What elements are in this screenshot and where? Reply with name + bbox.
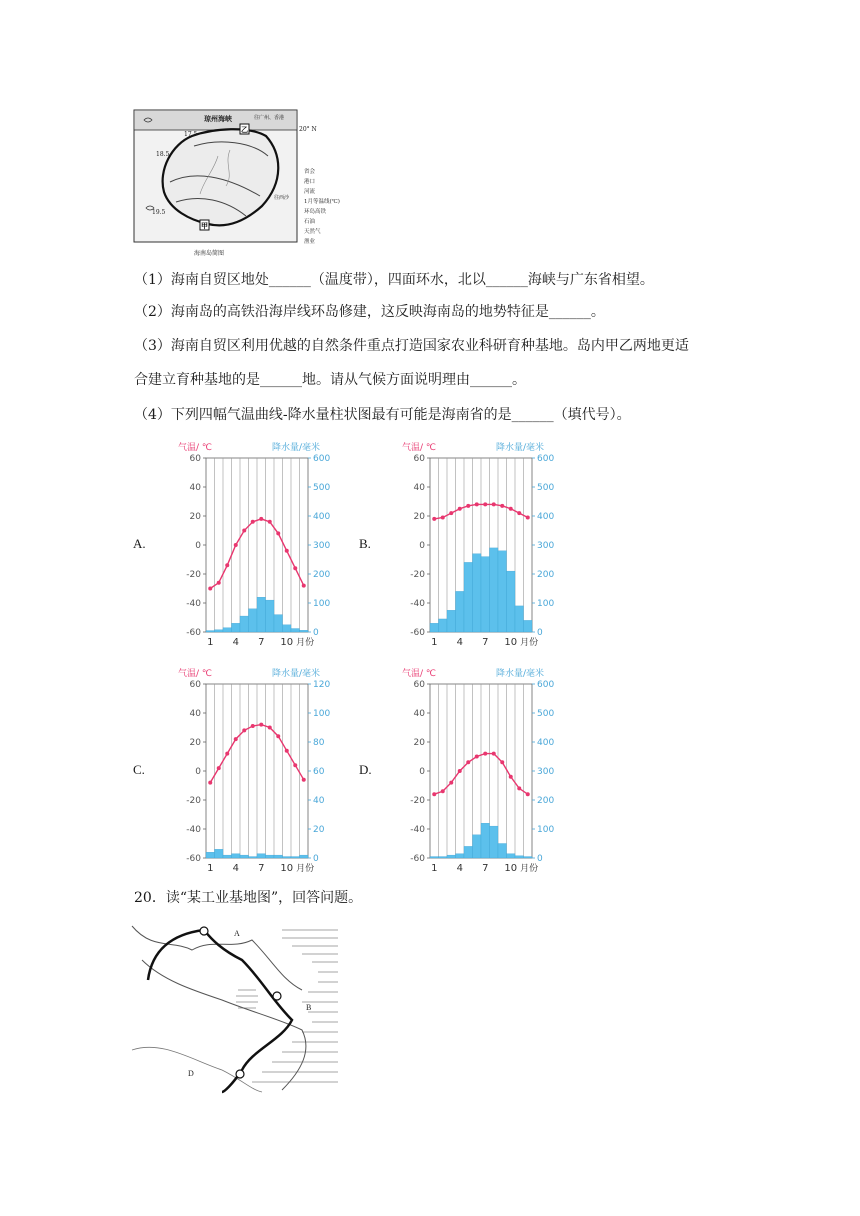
- temperature-point: [466, 504, 470, 508]
- tick-label-right: 0: [313, 854, 319, 864]
- precip-bar: [206, 631, 215, 632]
- tick-label-left: 0: [419, 541, 425, 551]
- temperature-point: [466, 760, 470, 764]
- legend-river: 河流: [304, 189, 316, 195]
- temperature-point: [483, 752, 487, 756]
- precip-bar: [490, 826, 499, 858]
- choice-b-label: B.: [359, 536, 371, 551]
- tick-label-right: 400: [313, 512, 331, 522]
- ylabel-right: 降水量/毫米: [496, 669, 545, 679]
- ylabel-left: 气温/ ℃: [178, 669, 213, 679]
- tick-label-right: 600: [537, 454, 555, 464]
- x-tick-label: 10: [504, 637, 518, 648]
- precip-bar: [232, 854, 241, 858]
- tick-label-right: 200: [537, 570, 555, 580]
- tick-label-left: 20: [189, 738, 201, 748]
- climate-chart-b: [392, 436, 582, 646]
- temperature-point: [217, 581, 221, 585]
- tick-label-right: 0: [537, 854, 543, 864]
- tick-label-right: 500: [537, 709, 555, 719]
- temperature-point: [500, 504, 504, 508]
- climate-chart-d: [392, 662, 582, 872]
- precip-bar: [473, 835, 482, 858]
- temperature-point: [432, 792, 436, 796]
- tick-label-left: 60: [413, 454, 425, 464]
- tick-label-left: -20: [410, 796, 425, 806]
- precip-bar: [464, 562, 473, 632]
- precip-bar: [249, 857, 258, 858]
- x-tick-label: 1: [207, 863, 214, 874]
- temperature-point: [293, 566, 297, 570]
- temperature-point: [242, 728, 246, 732]
- x-tick-label: 7: [258, 637, 265, 648]
- temperature-point: [441, 515, 445, 519]
- temperature-point: [475, 755, 479, 759]
- marker-yi: 乙: [241, 125, 248, 134]
- tick-label-left: 40: [189, 483, 201, 493]
- precip-bar: [456, 591, 465, 632]
- tick-label-left: 60: [189, 454, 201, 464]
- legend-fishery: 渔业: [304, 239, 316, 245]
- precip-bar: [430, 623, 439, 632]
- tick-label-right: 40: [313, 796, 325, 806]
- iso-label-3: 19.5: [152, 209, 166, 216]
- tick-label-left: 0: [195, 767, 201, 777]
- tick-label-right: 500: [313, 483, 331, 493]
- x-tick-label: 1: [431, 637, 438, 648]
- iso-label-1: 17.5: [184, 131, 198, 138]
- precip-bar: [498, 551, 507, 632]
- precip-bar: [473, 554, 482, 632]
- map-label-d: D: [188, 1069, 194, 1078]
- x-tick-label: 7: [258, 863, 265, 874]
- precip-bar: [498, 844, 507, 859]
- x-tick-label: 10: [504, 863, 518, 874]
- map-label-a: A: [234, 929, 240, 938]
- temperature-point: [251, 520, 255, 524]
- climate-chart-c: [168, 662, 358, 872]
- temperature-point: [259, 517, 263, 521]
- precip-bar: [274, 855, 283, 858]
- tick-label-right: 120: [313, 680, 331, 690]
- tick-label-left: 20: [189, 512, 201, 522]
- precip-bar: [274, 615, 283, 632]
- tick-label-right: 200: [537, 796, 555, 806]
- tick-label-left: 0: [419, 767, 425, 777]
- legend-railway: 环岛高铁: [304, 209, 327, 215]
- precip-bar: [515, 606, 524, 632]
- x-tick-label: 1: [207, 637, 214, 648]
- precip-bar: [507, 854, 516, 858]
- legend-isotherm: 1月等温线(℃): [304, 199, 340, 205]
- temperature-point: [208, 587, 212, 591]
- tick-label-left: -20: [186, 796, 201, 806]
- question-20: 20．读“某工业基地图”，回答问题。: [134, 890, 363, 906]
- precip-bar: [447, 610, 456, 632]
- temperature-point: [458, 769, 462, 773]
- precip-bar: [291, 857, 300, 858]
- precip-bar: [300, 855, 309, 858]
- ylabel-left: 气温/ ℃: [178, 443, 213, 453]
- precip-bar: [439, 857, 448, 858]
- temperature-point: [285, 749, 289, 753]
- temperature-point: [225, 563, 229, 567]
- precip-bar: [283, 857, 292, 858]
- tick-label-right: 300: [537, 767, 555, 777]
- temperature-point: [483, 502, 487, 506]
- temperature-point: [492, 752, 496, 756]
- x-tick-label: 4: [456, 863, 463, 874]
- x-tick-label: 4: [232, 863, 239, 874]
- temperature-point: [526, 792, 530, 796]
- temperature-point: [475, 502, 479, 506]
- x-tick-label: 4: [232, 637, 239, 648]
- tick-label-left: -40: [410, 599, 425, 609]
- temperature-point: [293, 763, 297, 767]
- temperature-point: [492, 502, 496, 506]
- precip-bar: [456, 854, 465, 858]
- tick-label-left: -20: [186, 570, 201, 580]
- temperature-point: [500, 760, 504, 764]
- precip-bar: [300, 630, 309, 632]
- x-tick-label: 4: [456, 637, 463, 648]
- x-tick-label: 10: [280, 863, 294, 874]
- hainan-map: [134, 110, 340, 258]
- precip-bar: [215, 630, 224, 632]
- precip-bar: [490, 548, 499, 632]
- tick-label-left: -40: [186, 599, 201, 609]
- precip-bar: [240, 855, 249, 858]
- x-tick-label: 7: [482, 863, 489, 874]
- tick-label-right: 100: [537, 825, 555, 835]
- temperature-point: [449, 511, 453, 515]
- temperature-point: [234, 737, 238, 741]
- temperature-point: [251, 724, 255, 728]
- precip-bar: [447, 855, 456, 858]
- precip-bar: [257, 597, 266, 632]
- ylabel-right: 降水量/毫米: [272, 443, 321, 453]
- temperature-point: [302, 584, 306, 588]
- iso-label-2: 18.5: [156, 151, 170, 158]
- precip-bar: [430, 857, 439, 858]
- precip-bar: [266, 855, 275, 858]
- tick-label-left: 60: [189, 680, 201, 690]
- precip-bar: [215, 849, 224, 858]
- tick-label-right: 400: [537, 512, 555, 522]
- temperature-point: [517, 511, 521, 515]
- temperature-point: [276, 531, 280, 535]
- temperature-point: [458, 507, 462, 511]
- strait-label: 琼州海峡: [204, 114, 232, 123]
- legend-gas: 天然气: [304, 229, 321, 235]
- tick-label-right: 100: [537, 599, 555, 609]
- temperature-point: [276, 734, 280, 738]
- tick-label-right: 100: [313, 709, 331, 719]
- tick-label-right: 600: [313, 454, 331, 464]
- tick-label-left: -60: [186, 628, 201, 638]
- question-3-line2: 合建立育种基地的是______地。请从气候方面说明理由______。: [134, 372, 526, 388]
- question-1: （1）海南自贸区地处______（温度带），四面环水，北以______海峡与广东省相望。: [134, 272, 654, 288]
- temperature-point: [242, 529, 246, 533]
- tick-label-left: 20: [413, 738, 425, 748]
- tick-label-right: 200: [313, 570, 331, 580]
- precip-bar: [283, 625, 292, 632]
- precip-bar: [249, 609, 258, 632]
- x-tick-label: 10: [280, 637, 294, 648]
- legend-oil: 石油: [304, 219, 316, 225]
- tick-label-left: -20: [410, 570, 425, 580]
- temperature-point: [208, 781, 212, 785]
- xlabel: 月份: [296, 638, 315, 648]
- tick-label-right: 0: [537, 628, 543, 638]
- guangzhou-label: 往广州、香港: [254, 115, 285, 121]
- precip-bar: [266, 600, 275, 632]
- precip-bar: [240, 616, 249, 632]
- question-3-line1: （3）海南自贸区利用优越的自然条件重点打造国家农业科研育种基地。岛内甲乙两地更适: [134, 338, 689, 354]
- xlabel: 月份: [520, 638, 539, 648]
- tick-label-right: 400: [537, 738, 555, 748]
- choice-d-label: D.: [359, 762, 372, 777]
- choice-a-label: A.: [133, 536, 146, 551]
- ylabel-right: 降水量/毫米: [496, 443, 545, 453]
- question-4: （4）下列四幅气温曲线-降水量柱状图最有可能是海南省的是______（填代号）。: [134, 407, 631, 423]
- tick-label-right: 600: [537, 680, 555, 690]
- tick-label-left: -60: [186, 854, 201, 864]
- precip-bar: [223, 855, 232, 858]
- xlabel: 月份: [296, 864, 315, 874]
- map-label-b: B: [306, 1003, 312, 1012]
- precip-bar: [232, 623, 241, 632]
- ylabel-left: 气温/ ℃: [402, 669, 437, 679]
- tick-label-left: -60: [410, 854, 425, 864]
- tick-label-left: -60: [410, 628, 425, 638]
- precip-bar: [223, 628, 232, 632]
- temperature-point: [432, 517, 436, 521]
- precip-bar: [524, 857, 533, 858]
- tick-label-right: 80: [313, 738, 325, 748]
- temperature-point: [225, 752, 229, 756]
- precip-bar: [291, 629, 300, 632]
- ylabel-right: 降水量/毫米: [272, 669, 321, 679]
- x-tick-label: 1: [431, 863, 438, 874]
- temperature-point: [526, 515, 530, 519]
- temperature-point: [509, 775, 513, 779]
- x-tick-label: 7: [482, 637, 489, 648]
- temperature-point: [285, 549, 289, 553]
- tick-label-left: -40: [186, 825, 201, 835]
- ylabel-left: 气温/ ℃: [402, 443, 437, 453]
- legend-port: 港口: [304, 179, 316, 185]
- tick-label-left: 40: [413, 709, 425, 719]
- tick-label-right: 500: [537, 483, 555, 493]
- temperature-point: [268, 726, 272, 730]
- tick-label-left: 20: [413, 512, 425, 522]
- tick-label-right: 300: [537, 541, 555, 551]
- latitude-label: 20° N: [299, 126, 317, 133]
- temperature-point: [509, 507, 513, 511]
- temperature-point: [441, 789, 445, 793]
- climate-chart-a: [168, 436, 358, 646]
- map-caption: 海南岛简图: [194, 250, 225, 257]
- temperature-point: [268, 520, 272, 524]
- precip-bar: [206, 852, 215, 858]
- temperature-point: [449, 781, 453, 785]
- marker-jia: 甲: [201, 221, 208, 230]
- precip-bar: [464, 846, 473, 858]
- tick-label-left: 60: [413, 680, 425, 690]
- precip-bar: [257, 854, 266, 858]
- tick-label-right: 100: [313, 599, 331, 609]
- temperature-point: [302, 778, 306, 782]
- tick-label-left: -40: [410, 825, 425, 835]
- precip-bar: [507, 571, 516, 632]
- precip-bar: [481, 823, 490, 858]
- temperature-point: [234, 543, 238, 547]
- temperature-point: [517, 786, 521, 790]
- precip-bar: [515, 856, 524, 858]
- xlabel: 月份: [520, 864, 539, 874]
- precip-bar: [524, 620, 533, 632]
- precip-bar: [481, 557, 490, 632]
- tick-label-right: 20: [313, 825, 325, 835]
- choice-c-label: C.: [133, 762, 145, 777]
- industrial-base-map: [132, 920, 338, 1092]
- tick-label-right: 0: [313, 628, 319, 638]
- precip-bar: [439, 619, 448, 632]
- legend-capital: 省会: [304, 169, 316, 175]
- tick-label-right: 300: [313, 541, 331, 551]
- tick-label-left: 40: [413, 483, 425, 493]
- tick-label-left: 40: [189, 709, 201, 719]
- tick-label-right: 60: [313, 767, 325, 777]
- temperature-point: [259, 723, 263, 727]
- question-2: （2）海南岛的高铁沿海岸线环岛修建，这反映海南岛的地势特征是______。: [134, 304, 605, 320]
- temperature-point: [217, 766, 221, 770]
- tick-label-left: 0: [195, 541, 201, 551]
- xisha-label: 往西沙: [274, 195, 290, 201]
